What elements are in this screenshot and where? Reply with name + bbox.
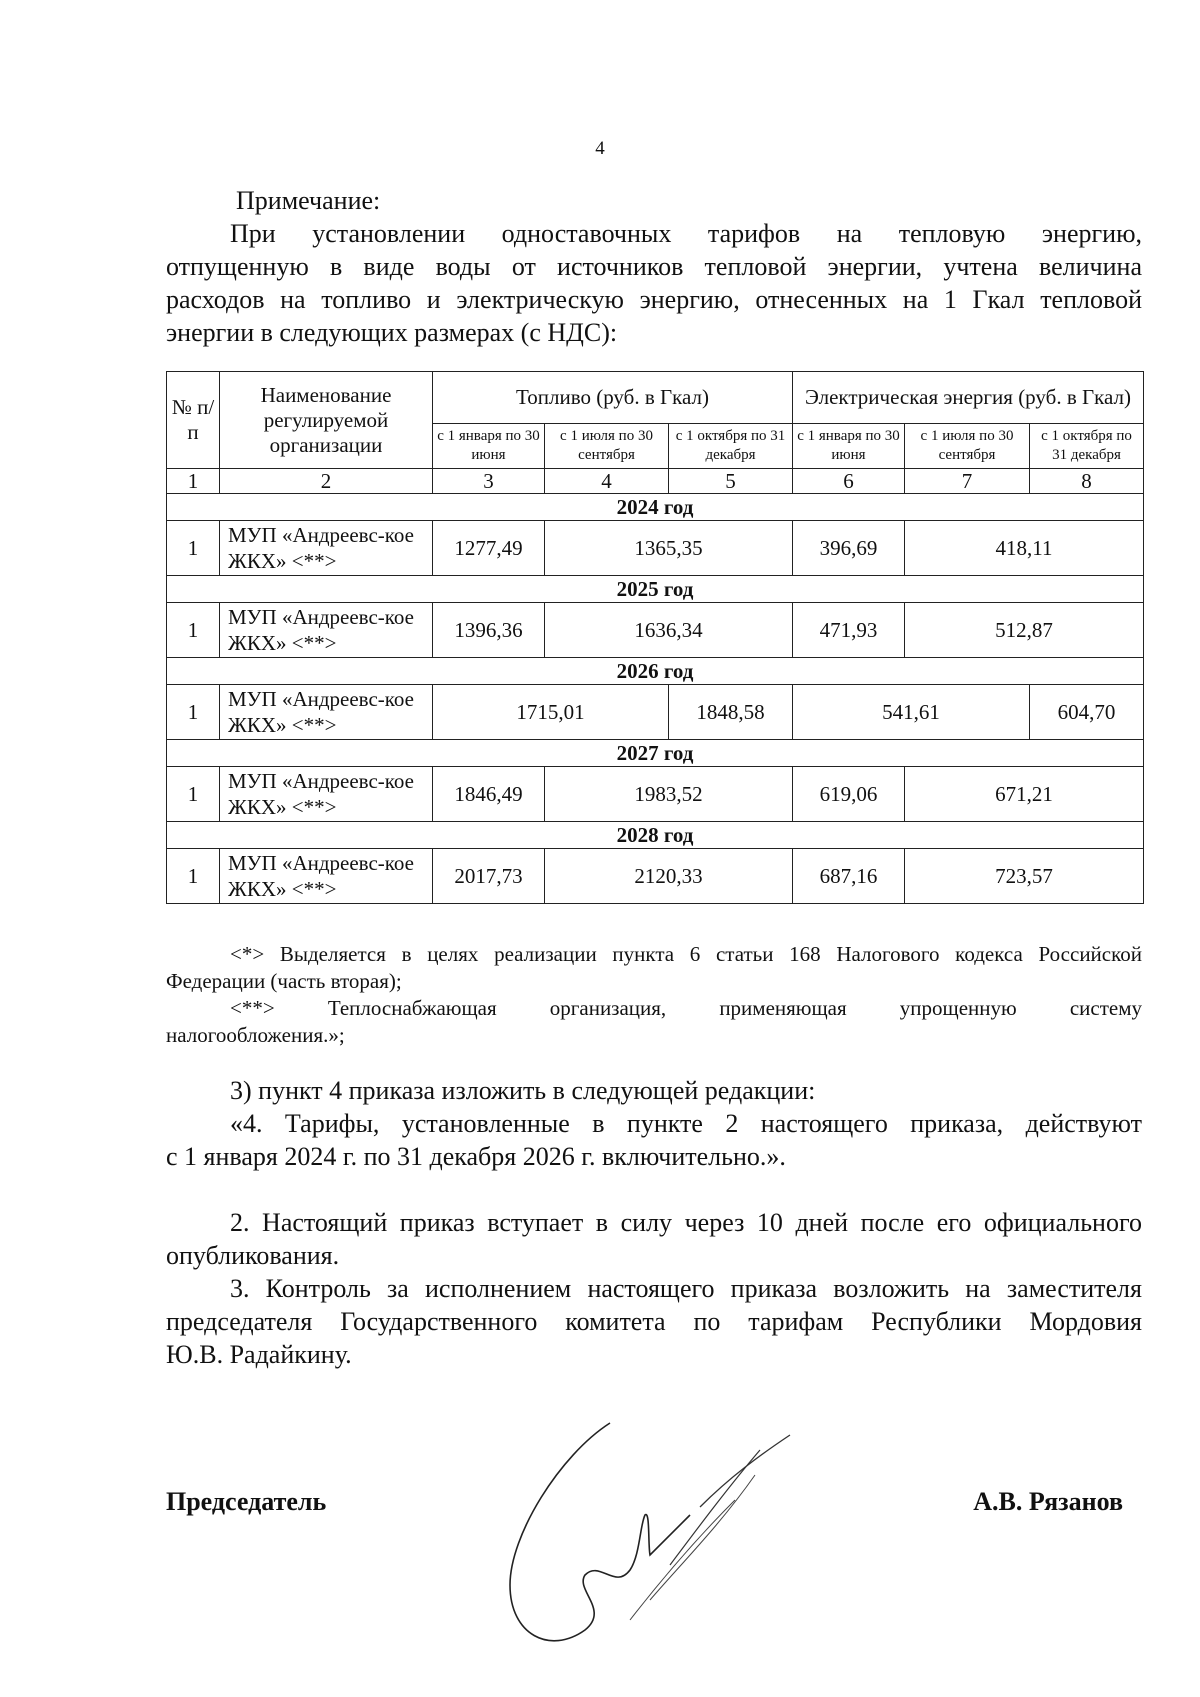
header-org: Наименование регулируемой организации [220, 372, 433, 469]
item-3-quote-line-2: с 1 января 2024 г. по 31 декабря 2026 г. включительно.». [166, 1142, 786, 1171]
signatory-position: Председатель [166, 1487, 327, 1516]
org-name: МУП «Андреевс-кое ЖКХ» <**> [220, 685, 433, 740]
year-row-2024: 2024 год [167, 494, 1144, 521]
header-electric: Электрическая энергия (руб. в Гкал) [793, 372, 1144, 424]
header-fuel-period-3: с 1 октября по 31 декабря [669, 424, 793, 469]
table-row [167, 849, 1144, 904]
col-num: 2 [220, 469, 433, 494]
fuel-h1: 1396,36 [433, 603, 545, 658]
col-num: 3 [433, 469, 545, 494]
year-row-2027: 2027 год [167, 740, 1144, 767]
column-number-row [167, 469, 1144, 494]
fuel-h1: 1277,49 [433, 521, 545, 576]
col-num: 8 [1030, 469, 1144, 494]
note-line-3: расходов на топливо и электрическую энергию, отнесенных на 1 Гкал тепловой [166, 285, 1142, 314]
page-number: 4 [595, 138, 605, 159]
fuel-oct-dec: 1848,58 [669, 685, 793, 740]
note-line-2: отпущенную в виде воды от источников тепловой энергии, учтена величина [166, 252, 1142, 281]
header-no: № п/п [167, 372, 220, 469]
paragraph-3-line-1: 3. Контроль за исполнением настоящего приказа возложить на заместителя [230, 1274, 1142, 1303]
row-no: 1 [167, 521, 220, 576]
org-name: МУП «Андреевс-кое ЖКХ» <**> [220, 849, 433, 904]
fuel-h2: 1983,52 [545, 767, 793, 822]
org-name: МУП «Андреевс-кое ЖКХ» <**> [220, 521, 433, 576]
header-fuel: Топливо (руб. в Гкал) [433, 372, 793, 424]
fuel-h1: 2017,73 [433, 849, 545, 904]
el-h2: 671,21 [905, 767, 1144, 822]
item-3: 3) пункт 4 приказа изложить в следующей редакции: [230, 1076, 816, 1105]
el-h2: 418,11 [905, 521, 1144, 576]
signatory-name: А.В. Рязанов [973, 1487, 1123, 1516]
table-row [167, 521, 1144, 576]
note-title: Примечание: [236, 186, 381, 215]
col-num: 5 [669, 469, 793, 494]
el-oct-dec: 604,70 [1030, 685, 1144, 740]
el-h2: 512,87 [905, 603, 1144, 658]
header-el-period-3: с 1 октября по 31 декабря [1030, 424, 1144, 469]
table-row [167, 767, 1144, 822]
fuel-h2: 1365,35 [545, 521, 793, 576]
item-3-quote-line-1: «4. Тарифы, установленные в пункте 2 настоящего приказа, действуют [230, 1109, 1142, 1138]
el-h1: 687,16 [793, 849, 905, 904]
col-num: 6 [793, 469, 905, 494]
col-num: 4 [545, 469, 669, 494]
org-name: МУП «Андреевс-кое ЖКХ» <**> [220, 767, 433, 822]
header-el-period-2: с 1 июля по 30 сентября [905, 424, 1030, 469]
paragraph-2-line-1: 2. Настоящий приказ вступает в силу через 10 дней после его официального [230, 1208, 1142, 1237]
fuel-h1: 1846,49 [433, 767, 545, 822]
el-jan-sep: 541,61 [793, 685, 1030, 740]
note-line-4: энергии в следующих размерах (с НДС): [166, 318, 618, 347]
paragraph-2-line-2: опубликования. [166, 1241, 340, 1270]
el-h2: 723,57 [905, 849, 1144, 904]
tariff-table [166, 371, 1144, 904]
org-name: МУП «Андреевс-кое ЖКХ» <**> [220, 603, 433, 658]
row-no: 1 [167, 849, 220, 904]
row-no: 1 [167, 685, 220, 740]
paragraph-3-line-2: председателя Государственного комитета по тарифам Республики Мордовия [166, 1307, 1142, 1336]
footnote-2-line-1: <**> Теплоснабжающая организация, применяющая упрощенную систему [230, 996, 1142, 1020]
col-num: 7 [905, 469, 1030, 494]
year-row-2028: 2028 год [167, 822, 1144, 849]
header-fuel-period-1: с 1 января по 30 июня [433, 424, 545, 469]
table-row [167, 685, 1144, 740]
table-row [167, 603, 1144, 658]
year-row-2026: 2026 год [167, 658, 1144, 685]
note-line-1: При установлении одноставочных тарифов на тепловую энергию, [230, 219, 1142, 248]
year-row-2025: 2025 год [167, 576, 1144, 603]
el-h1: 396,69 [793, 521, 905, 576]
row-no: 1 [167, 603, 220, 658]
paragraph-3-line-3: Ю.В. Радайкину. [166, 1340, 352, 1369]
fuel-h2: 1636,34 [545, 603, 793, 658]
fuel-jan-sep: 1715,01 [433, 685, 669, 740]
handwritten-signature [490, 1415, 870, 1665]
el-h1: 619,06 [793, 767, 905, 822]
header-el-period-1: с 1 января по 30 июня [793, 424, 905, 469]
col-num: 1 [167, 469, 220, 494]
row-no: 1 [167, 767, 220, 822]
footnote-2-line-2: налогообложения.»; [166, 1023, 345, 1047]
footnote-1-line-2: Федерации (часть вторая); [166, 969, 402, 993]
header-fuel-period-2: с 1 июля по 30 сентября [545, 424, 669, 469]
fuel-h2: 2120,33 [545, 849, 793, 904]
footnote-1-line-1: <*> Выделяется в целях реализации пункта 6 статьи 168 Налогового кодекса Российской [230, 942, 1142, 966]
el-h1: 471,93 [793, 603, 905, 658]
